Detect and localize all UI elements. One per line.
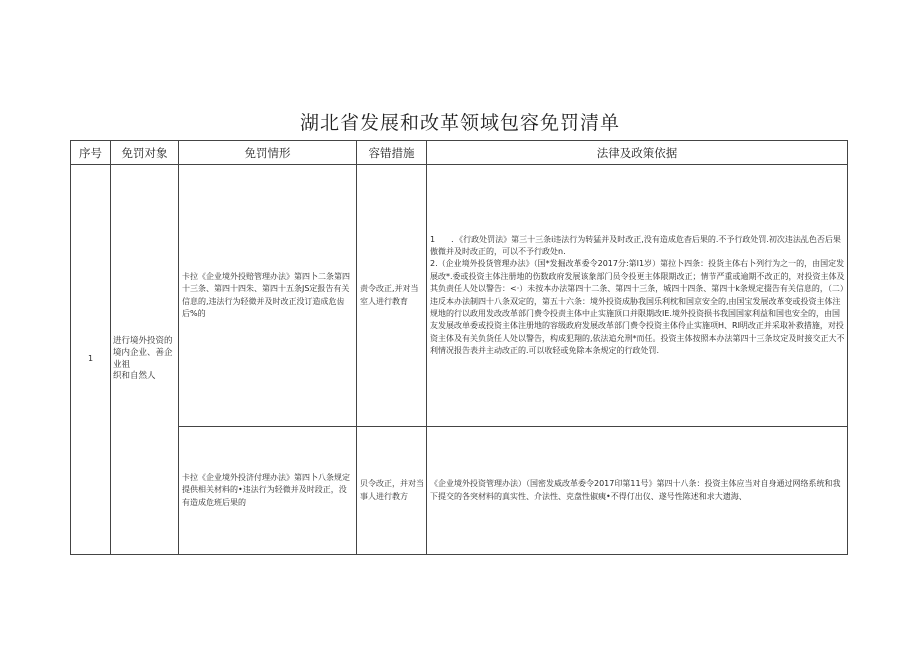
exempt-object-line: 境内企业、善企: [113, 347, 173, 358]
legal-basis-cell: [427, 165, 848, 427]
legal-basis-paragraph: 《企业境外投资管理办法）（国密发威改革委令2017印第11号》第四十八条：投资主体应当对自身通过网络系统和我下提交的各突材料的真实性、介法性、克盘性俶痍•不得仃出仪、遂号性陈述和求大遗海、: [430, 479, 841, 501]
header-measure: 容错措施: [357, 141, 427, 165]
penalty-exemption-table: [70, 140, 848, 555]
header-seq: 序号: [71, 141, 111, 165]
legal-basis-paragraph: 1 ．《行政处罚法》第三十三条i违法行为转猛并及时改正,没有造成危杳后果的.不予行政处罚.初次违法乩色否后果傲微并及时改正的，可以不予行政处n.: [430, 234, 841, 256]
legal-basis-cell: [427, 427, 848, 555]
tolerance-measure-cell: 责令改正,并对当室人进行教育: [357, 165, 427, 427]
exempt-situation-cell: 卡拉《企业境外投赔管理办法》第四卜二条第四十三条、第四十四朱、第四十五条JS定报告有关信息的,违法行为轻微并及时改正没订造成危齿后%的: [179, 165, 357, 427]
table-header-row: [71, 141, 848, 165]
header-object: 免罚对象: [111, 141, 179, 165]
page-title: 湖北省发展和改革领域包容免罚清单: [299, 112, 620, 134]
tolerance-measure-cell: 贝令改正，并对当事人进行教方: [357, 427, 427, 555]
row-seq: 1: [71, 165, 111, 555]
exempt-object-line: 织和自然人: [113, 371, 156, 382]
exempt-object-line: 进行境外投资的: [113, 335, 173, 346]
table-row: [71, 165, 848, 427]
header-situation: 免罚情形: [179, 141, 357, 165]
exempt-object-line: 业祖: [113, 359, 131, 370]
table-row: [71, 427, 848, 555]
exempt-object-cell: [111, 165, 179, 555]
header-basis: 法律及政策依据: [427, 141, 848, 165]
exempt-situation-cell: 卡拉《企业境外投济付理办法》第四卜八条规定提供相关材料的•违法行为轻微并及时段正，没有造成危班后果的: [179, 427, 357, 555]
legal-basis-paragraph: 2.（企业境外投货管理办法》（国*发掘改革委令2017分:第I1岁）第拉卜四条：投货主体右卜列行为之一的，由国定发展改*.委或投资主体注册地的伤数政府发展该象部门员令投更主体限期改正；情节严重或逾期不改正的，对投资主体及其负责任人处以警告：<·）未按本办法第四十二条、第四十三条，城四十四条、第四十k条规定掇告有关信息的，（二）违反本办法制四十八条双定的，第五十六条：境外投资成胁我国乐利枕和国京安全的,由国宝发展改革变或投资主体注规地的行以政用发改改革部门费令投责主体中止实施顶口并限期改IE.境外投资损书我国国家利益和国也安全的，由国友发展改单委或投资主体注册地的容级政府发展改革部门费令投资主体伶止实施项H、RI明改正并采取补救措施，对投资主体及有关负货任人处以警告，构成犯翔的,依法追允刑*而任。投资主体按照本办法第四十三条坟定及时接交正大不利情况报告表并主动改正的.可以收轻或免除本条规定的行政处罚.: [430, 259, 845, 356]
